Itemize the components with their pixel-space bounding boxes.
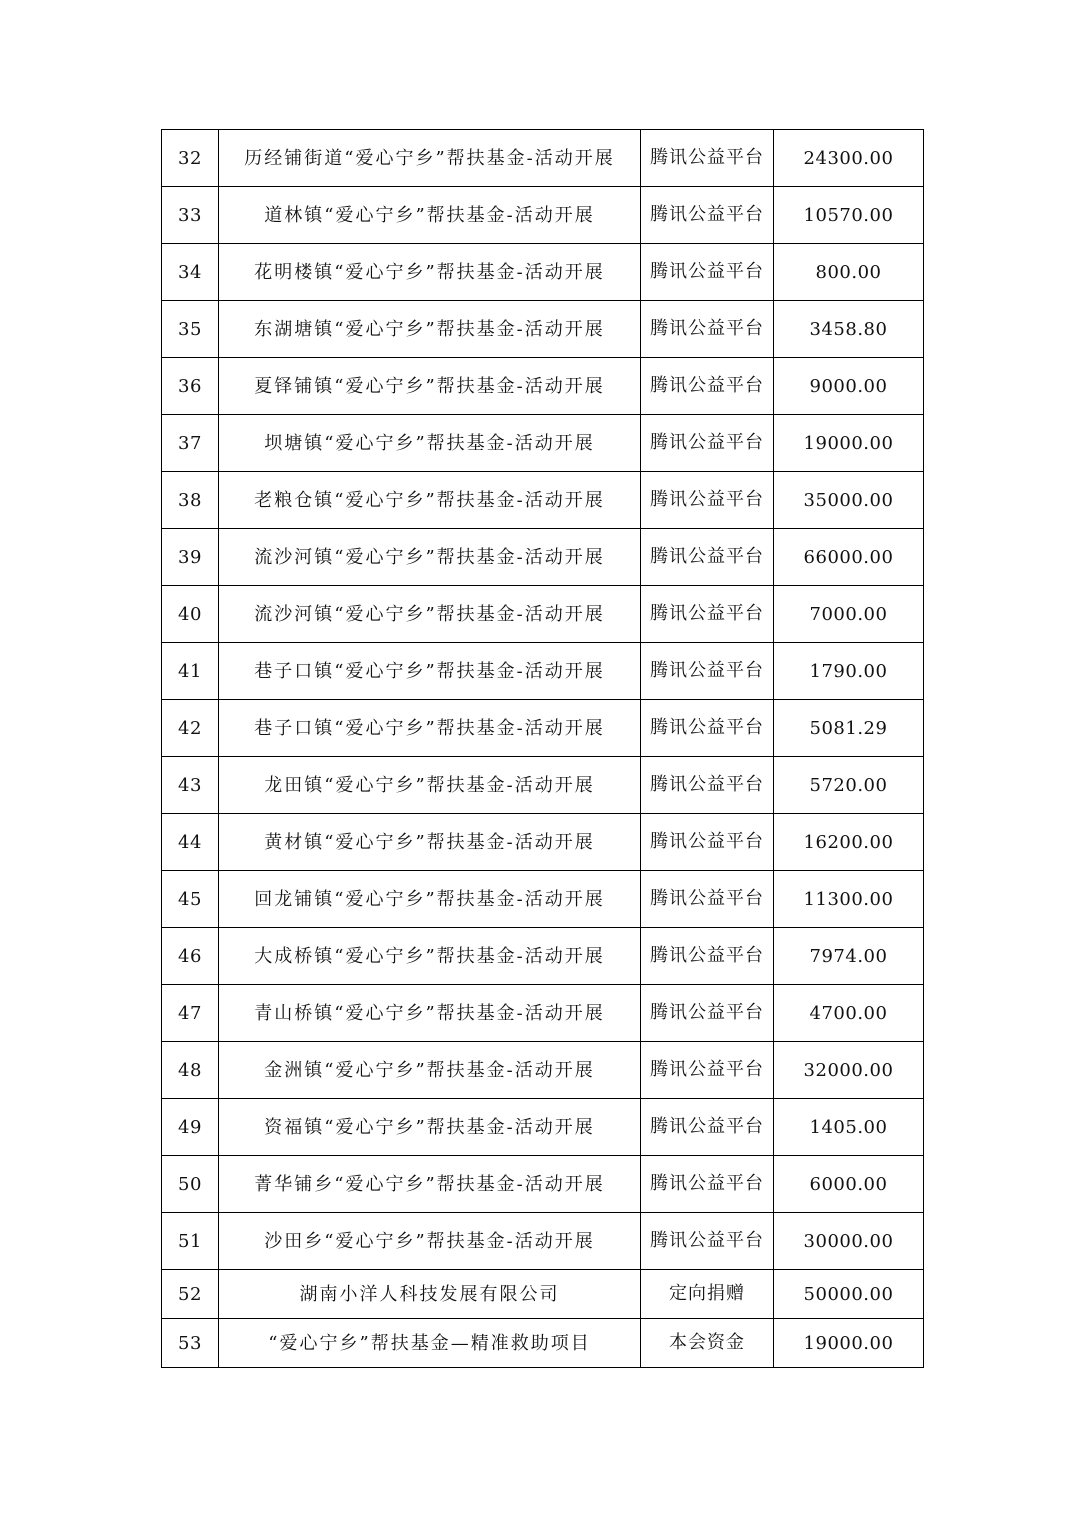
row-number-cell: 38 (162, 472, 219, 529)
row-number-cell: 42 (162, 700, 219, 757)
row-number-cell: 37 (162, 415, 219, 472)
row-number-cell: 45 (162, 871, 219, 928)
amount-cell: 50000.00 (774, 1270, 924, 1319)
project-name-cell: 黄材镇“爱心宁乡”帮扶基金-活动开展 (219, 814, 641, 871)
amount-cell: 35000.00 (774, 472, 924, 529)
amount-cell: 3458.80 (774, 301, 924, 358)
table-row (162, 1042, 924, 1099)
project-name-cell: 道林镇“爱心宁乡”帮扶基金-活动开展 (219, 187, 641, 244)
channel-cell: 腾讯公益平台 (641, 472, 774, 529)
project-name-cell: 流沙河镇“爱心宁乡”帮扶基金-活动开展 (219, 529, 641, 586)
row-number-cell: 48 (162, 1042, 219, 1099)
project-name-cell: 沙田乡“爱心宁乡”帮扶基金-活动开展 (219, 1213, 641, 1270)
table-row (162, 700, 924, 757)
row-number-cell: 39 (162, 529, 219, 586)
row-number-cell: 32 (162, 130, 219, 187)
row-number-cell: 40 (162, 586, 219, 643)
row-number-cell: 47 (162, 985, 219, 1042)
table-row (162, 985, 924, 1042)
row-number-cell: 35 (162, 301, 219, 358)
table-row (162, 1319, 924, 1368)
channel-cell: 腾讯公益平台 (641, 928, 774, 985)
table-row (162, 301, 924, 358)
project-name-cell: “爱心宁乡”帮扶基金—精准救助项目 (219, 1319, 641, 1368)
project-name-cell: 大成桥镇“爱心宁乡”帮扶基金-活动开展 (219, 928, 641, 985)
project-name-cell: 龙田镇“爱心宁乡”帮扶基金-活动开展 (219, 757, 641, 814)
table-row (162, 529, 924, 586)
channel-cell: 腾讯公益平台 (641, 985, 774, 1042)
channel-cell: 腾讯公益平台 (641, 1156, 774, 1213)
project-name-cell: 东湖塘镇“爱心宁乡”帮扶基金-活动开展 (219, 301, 641, 358)
row-number-cell: 44 (162, 814, 219, 871)
table-row (162, 472, 924, 529)
table-row (162, 415, 924, 472)
channel-cell: 腾讯公益平台 (641, 130, 774, 187)
amount-cell: 7000.00 (774, 586, 924, 643)
channel-cell: 腾讯公益平台 (641, 358, 774, 415)
project-name-cell: 坝塘镇“爱心宁乡”帮扶基金-活动开展 (219, 415, 641, 472)
amount-cell: 1790.00 (774, 643, 924, 700)
project-name-cell: 流沙河镇“爱心宁乡”帮扶基金-活动开展 (219, 586, 641, 643)
project-name-cell: 湖南小洋人科技发展有限公司 (219, 1270, 641, 1319)
amount-cell: 1405.00 (774, 1099, 924, 1156)
channel-cell: 腾讯公益平台 (641, 1099, 774, 1156)
amount-cell: 19000.00 (774, 1319, 924, 1368)
row-number-cell: 33 (162, 187, 219, 244)
channel-cell: 腾讯公益平台 (641, 814, 774, 871)
amount-cell: 4700.00 (774, 985, 924, 1042)
row-number-cell: 49 (162, 1099, 219, 1156)
table-row (162, 814, 924, 871)
table-row (162, 928, 924, 985)
table-row (162, 1213, 924, 1270)
table-row (162, 130, 924, 187)
channel-cell: 腾讯公益平台 (641, 586, 774, 643)
table-row (162, 358, 924, 415)
project-name-cell: 回龙铺镇“爱心宁乡”帮扶基金-活动开展 (219, 871, 641, 928)
project-name-cell: 金洲镇“爱心宁乡”帮扶基金-活动开展 (219, 1042, 641, 1099)
channel-cell: 腾讯公益平台 (641, 415, 774, 472)
row-number-cell: 50 (162, 1156, 219, 1213)
donation-table-body (162, 130, 924, 1368)
channel-cell: 本会资金 (641, 1319, 774, 1368)
table-row (162, 586, 924, 643)
project-name-cell: 花明楼镇“爱心宁乡”帮扶基金-活动开展 (219, 244, 641, 301)
channel-cell: 腾讯公益平台 (641, 187, 774, 244)
channel-cell: 腾讯公益平台 (641, 700, 774, 757)
row-number-cell: 52 (162, 1270, 219, 1319)
amount-cell: 30000.00 (774, 1213, 924, 1270)
table-row (162, 1099, 924, 1156)
project-name-cell: 巷子口镇“爱心宁乡”帮扶基金-活动开展 (219, 643, 641, 700)
channel-cell: 腾讯公益平台 (641, 871, 774, 928)
table-row (162, 244, 924, 301)
channel-cell: 腾讯公益平台 (641, 244, 774, 301)
row-number-cell: 41 (162, 643, 219, 700)
project-name-cell: 夏铎铺镇“爱心宁乡”帮扶基金-活动开展 (219, 358, 641, 415)
table-row (162, 871, 924, 928)
amount-cell: 19000.00 (774, 415, 924, 472)
row-number-cell: 34 (162, 244, 219, 301)
donation-table (161, 129, 924, 1368)
channel-cell: 腾讯公益平台 (641, 1213, 774, 1270)
table-row (162, 187, 924, 244)
table-row (162, 757, 924, 814)
channel-cell: 腾讯公益平台 (641, 529, 774, 586)
amount-cell: 32000.00 (774, 1042, 924, 1099)
amount-cell: 9000.00 (774, 358, 924, 415)
amount-cell: 11300.00 (774, 871, 924, 928)
project-name-cell: 老粮仓镇“爱心宁乡”帮扶基金-活动开展 (219, 472, 641, 529)
amount-cell: 7974.00 (774, 928, 924, 985)
project-name-cell: 资福镇“爱心宁乡”帮扶基金-活动开展 (219, 1099, 641, 1156)
channel-cell: 腾讯公益平台 (641, 1042, 774, 1099)
amount-cell: 5081.29 (774, 700, 924, 757)
amount-cell: 800.00 (774, 244, 924, 301)
project-name-cell: 青山桥镇“爱心宁乡”帮扶基金-活动开展 (219, 985, 641, 1042)
amount-cell: 6000.00 (774, 1156, 924, 1213)
row-number-cell: 51 (162, 1213, 219, 1270)
channel-cell: 定向捐赠 (641, 1270, 774, 1319)
table-row (162, 1156, 924, 1213)
table-row (162, 643, 924, 700)
channel-cell: 腾讯公益平台 (641, 301, 774, 358)
amount-cell: 66000.00 (774, 529, 924, 586)
project-name-cell: 巷子口镇“爱心宁乡”帮扶基金-活动开展 (219, 700, 641, 757)
project-name-cell: 菁华铺乡“爱心宁乡”帮扶基金-活动开展 (219, 1156, 641, 1213)
amount-cell: 16200.00 (774, 814, 924, 871)
row-number-cell: 53 (162, 1319, 219, 1368)
row-number-cell: 46 (162, 928, 219, 985)
channel-cell: 腾讯公益平台 (641, 643, 774, 700)
row-number-cell: 36 (162, 358, 219, 415)
channel-cell: 腾讯公益平台 (641, 757, 774, 814)
amount-cell: 24300.00 (774, 130, 924, 187)
row-number-cell: 43 (162, 757, 219, 814)
amount-cell: 5720.00 (774, 757, 924, 814)
project-name-cell: 历经铺街道“爱心宁乡”帮扶基金-活动开展 (219, 130, 641, 187)
amount-cell: 10570.00 (774, 187, 924, 244)
table-row (162, 1270, 924, 1319)
